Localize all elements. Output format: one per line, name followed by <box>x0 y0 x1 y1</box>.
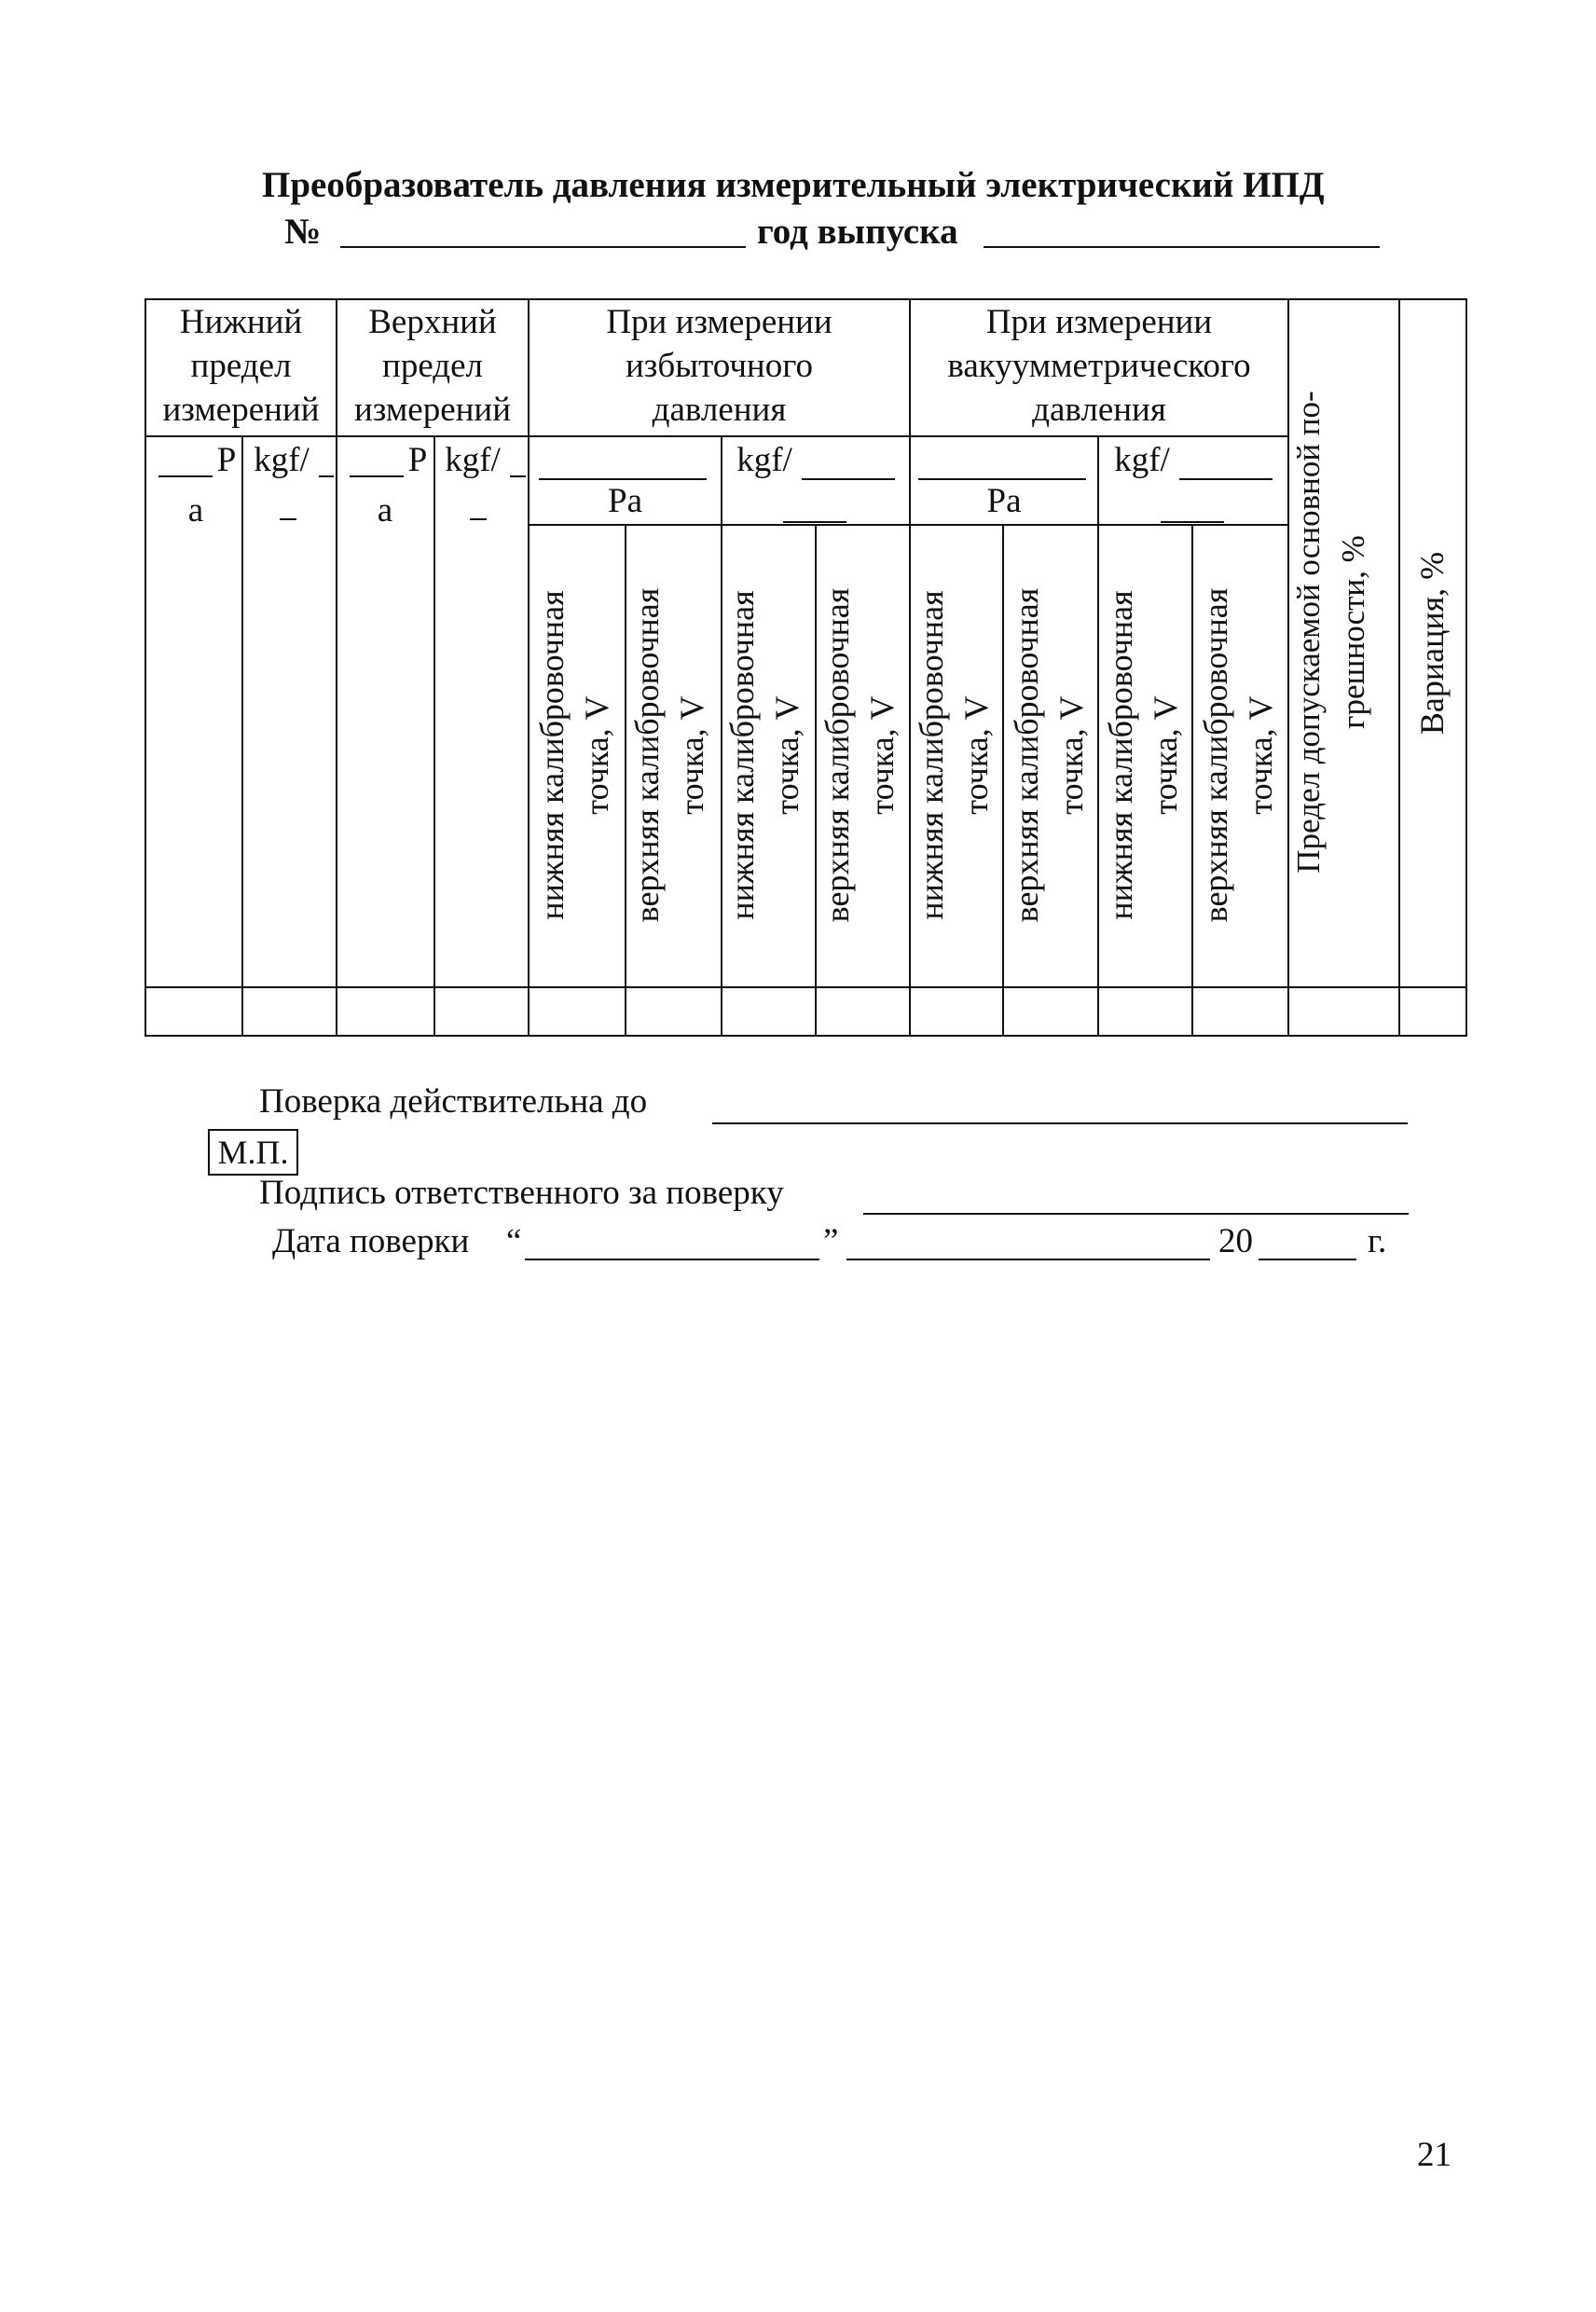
subheader-excess-kgf-lower: нижняя калибровочная точка, V <box>723 590 805 920</box>
table-row[interactable] <box>146 988 1465 1035</box>
unit-pa: Pa <box>986 482 1022 520</box>
date-month-blank[interactable] <box>846 1259 1210 1260</box>
subheader-vacuum-kgf-lower: нижняя калибровочная точка, V <box>1102 590 1184 920</box>
unit-blank[interactable] <box>783 521 846 523</box>
unit-blank[interactable] <box>470 518 487 520</box>
unit-kgf: kgf/ <box>1114 441 1170 479</box>
subheader-vacuum-pa-upper: верхняя калибровочная точка, V <box>1008 587 1090 923</box>
header-vacuum-pressure: При измерении вакуумметрического давления <box>947 303 1251 429</box>
subheader-excess-pa-lower: нижняя калибровочная точка, V <box>533 590 615 920</box>
header-excess-pressure: При измерении избыточного давления <box>606 303 832 429</box>
document-title: Преобразователь давления измерительный электрический ИПД <box>262 165 1325 205</box>
header-upper-limit: Верхний предел измерений <box>353 303 512 429</box>
unit-a: a <box>187 491 204 530</box>
open-quote: “ <box>506 1222 522 1260</box>
header-error-limit: Предел допускаемой основной по- грешности, % <box>1290 391 1371 874</box>
unit-blank[interactable] <box>319 475 334 477</box>
close-quote: ” <box>823 1222 839 1260</box>
year-label: год выпуска <box>757 212 958 252</box>
unit-p: P <box>216 441 237 479</box>
subheader-excess-pa-upper: верхняя калибровочная точка, V <box>628 587 710 923</box>
year-blank[interactable] <box>984 246 1380 248</box>
subheader-excess-kgf-upper: верхняя калибровочная точка, V <box>819 587 901 923</box>
header-lower-limit: Нижний предел измерений <box>162 303 320 429</box>
valid-until-blank[interactable] <box>712 1122 1408 1124</box>
year-suffix: г. <box>1368 1222 1387 1260</box>
unit-pa: Pa <box>608 482 642 520</box>
subheader-vacuum-kgf-upper: верхняя калибровочная точка, V <box>1197 587 1279 923</box>
unit-kgf: kgf/ <box>254 441 310 479</box>
date-label: Дата поверки <box>272 1222 470 1260</box>
unit-p: P <box>407 441 428 479</box>
subheader-vacuum-pa-lower: нижняя калибровочная точка, V <box>913 590 995 920</box>
date-day-blank[interactable] <box>525 1259 819 1260</box>
unit-blank[interactable] <box>802 478 895 480</box>
header-variation: Вариация, % <box>1413 551 1451 736</box>
unit-blank[interactable] <box>280 518 296 520</box>
date-year-blank[interactable] <box>1259 1259 1356 1260</box>
page-number: 21 <box>1417 2136 1452 2174</box>
unit-blank[interactable] <box>1179 478 1273 480</box>
unit-kgf: kgf/ <box>736 441 792 479</box>
stamp-box: М.П. <box>208 1129 298 1176</box>
unit-blank[interactable] <box>510 475 526 477</box>
signature-blank[interactable] <box>863 1213 1409 1215</box>
signature-label: Подпись ответственного за поверку <box>259 1174 784 1212</box>
valid-until-label: Поверка действительна до <box>259 1082 648 1121</box>
year-prefix: 20 <box>1218 1222 1253 1260</box>
unit-blank[interactable] <box>1161 521 1224 523</box>
number-blank[interactable] <box>340 246 746 248</box>
unit-kgf: kgf/ <box>445 441 501 479</box>
unit-blank[interactable] <box>158 475 213 477</box>
unit-blank[interactable] <box>350 475 404 477</box>
unit-a: a <box>377 491 393 530</box>
number-label: № <box>284 212 322 252</box>
